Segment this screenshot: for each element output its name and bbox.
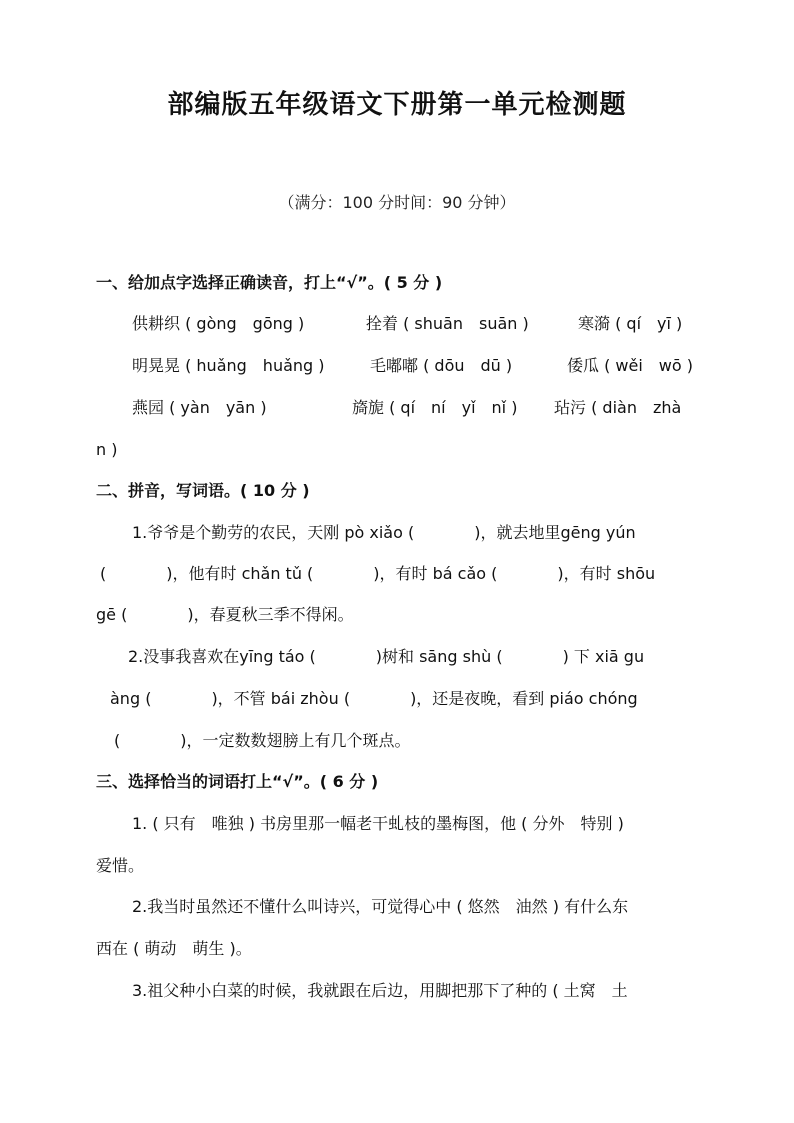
s2-q2-text-f: )，还是夜晚，看到 piáo chóng [410,689,638,708]
s2-q1-line3 [96,604,354,626]
s2-q1-text-h: )，春夏秋三季不得闲。 [187,605,354,624]
s1-item-4: 明晃晃 ( huǎng huǎng ) [132,356,325,375]
s2-q1-text-e: )，有时 bá cǎo ( [373,564,498,583]
section3-heading: 三、选择恰当的词语打上“√”。( 6 分 ) [96,772,379,791]
s2-q2-text-a: 2.没事我喜欢在yīng táo ( [128,647,316,666]
s3-q3-line1: 3.祖父种小白菜的时候，我就跟在后边，用脚把那下了种的 ( 土窝 土 [132,981,628,1000]
s1-item-7: 燕园 ( yàn yān ) [132,398,267,417]
s2-q1-text-b: )，就去地里gēng yún [474,523,636,542]
s1-item-8: 旖旎 ( qí ní yǐ nǐ ) [352,398,518,417]
s1-item-3: 寒漪 ( qí yī ) [578,314,683,333]
s2-q2-text-g: ( [114,731,121,750]
s2-q2-line3 [114,730,411,752]
page-title: 部编版五年级语文下册第一单元检测题 [167,90,627,120]
s3-q2-line2: 西在 ( 萌动 萌生 )。 [96,939,252,958]
s2-q1-text-f: )，有时 shōu [557,564,656,583]
s1-item-1: 供耕织 ( gòng gōng ) [132,314,305,333]
s1-item-9-wrap: n ) [96,440,118,459]
s2-q2-text-b: )树和 sāng shù ( [375,647,503,666]
s3-q1-line2: 爱惜。 [96,856,145,875]
s2-q1-text-g: gē ( [96,605,128,624]
s2-q1-line2 [100,563,655,585]
s1-item-6: 倭瓜 ( wěi wō ) [567,356,693,375]
s1-item-2: 拴着 ( shuān suān ) [366,314,529,333]
section1-heading: 一、给加点字选择正确读音，打上“√”。( 5 分 ) [96,273,443,292]
s2-q2-text-h: )，一定数数翅膀上有几个斑点。 [180,731,411,750]
page-subtitle: （满分：100 分时间：90 分钟） [278,193,516,212]
section2-heading: 二、拼音，写词语。( 10 分 ) [96,481,310,500]
s2-q2-line2 [110,688,638,710]
s2-q2-text-c: ) 下 xiā gu [562,647,645,666]
s2-q2-text-d: àng ( [110,689,152,708]
s2-q2-line1 [128,646,644,668]
s3-q2-line1: 2.我当时虽然还不懂什么叫诗兴，可觉得心中 ( 悠然 油然 ) 有什么东 [132,897,629,916]
s2-q1-text-a: 1.爷爷是个勤劳的农民，天刚 pò xiǎo ( [132,523,415,542]
s2-q1-text-c: ( [100,564,107,583]
s3-q1-line1: 1. ( 只有 唯独 ) 书房里那一幅老干虬枝的墨梅图，他 ( 分外 特别 ) [132,814,624,833]
s2-q2-text-e: )，不管 bái zhòu ( [211,689,351,708]
s1-item-5: 毛嘟嘟 ( dōu dū ) [370,356,513,375]
s2-q1-text-d: )，他有时 chǎn tǔ ( [166,564,314,583]
s2-q1-line1 [132,522,636,544]
s1-item-9: 玷污 ( diàn zhà [554,398,682,417]
